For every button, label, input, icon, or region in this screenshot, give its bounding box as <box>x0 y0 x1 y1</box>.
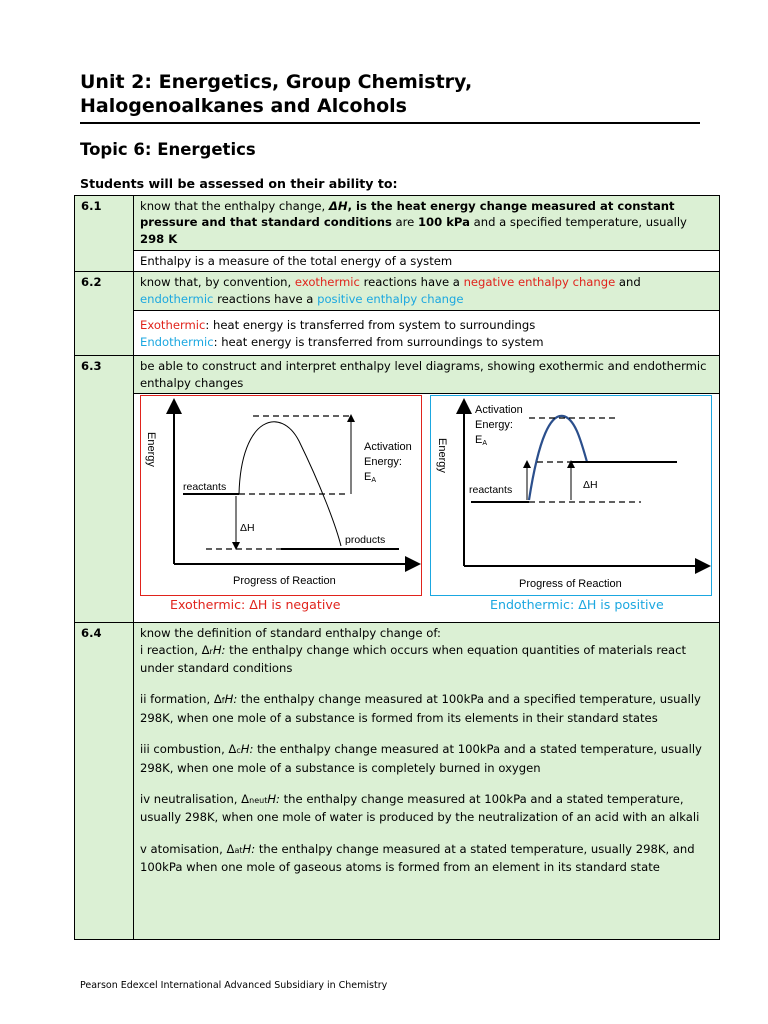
definition-item: ii formation, ΔfH: the enthalpy change measured at 100kPa and a specified temperature, usually 298K, when one mole of a substance is formed from its elements in their standard states <box>140 692 701 725</box>
energy-label: Energy <box>436 438 448 474</box>
spec-number: 6.2 <box>75 272 134 356</box>
table-row <box>75 272 720 311</box>
definition-item: iv neutralisation, ΔneutH: the enthalpy change measured at 100kPa and a stated temperature, usually 298K, when one mole of water is produced by the neutralization of an acid with an alkali <box>140 792 700 825</box>
page-footer: Pearson Edexcel International Advanced Subsidiary in Chemistry <box>80 980 388 991</box>
spec-text: know that the enthalpy change, ΔH, is the heat energy change measured at constant pressure and that standard conditions are 100 kPa and a specified temperature, usually 298 K <box>134 196 720 251</box>
activation-label: Energy: <box>364 456 402 469</box>
activation-label: Activation <box>364 441 412 454</box>
endothermic-diagram <box>430 395 712 596</box>
unit-title <box>80 70 720 118</box>
spec-text: know that, by convention, exothermic reactions have a negative enthalpy change and endothermic reactions have a positive enthalpy change <box>134 272 720 311</box>
topic-title: Topic 6: Energetics <box>80 140 256 159</box>
definition-intro: know the definition of standard enthalpy change of: <box>140 626 441 641</box>
table-row <box>75 394 720 623</box>
energy-label: Energy <box>145 432 157 468</box>
activation-label: Energy: <box>475 419 513 432</box>
x-axis-label: Progress of Reaction <box>519 578 622 591</box>
x-axis-label: Progress of Reaction <box>233 575 336 588</box>
table-row <box>75 196 720 251</box>
reactants-label: reactants <box>469 484 513 497</box>
delta-h-label: ΔH <box>583 479 598 492</box>
title-divider <box>80 122 700 124</box>
ea-label: EA <box>364 471 377 485</box>
diagram-cell <box>134 394 720 623</box>
spec-number: 6.3 <box>75 356 134 623</box>
table-row <box>75 623 720 940</box>
spec-number: 6.1 <box>75 196 134 272</box>
products-label: products <box>345 534 386 547</box>
spec-note: Enthalpy is a measure of the total energy of a system <box>134 251 720 272</box>
specification-table <box>74 195 720 940</box>
table-row <box>75 251 720 272</box>
table-row <box>75 311 720 356</box>
spec-note: Exothermic: heat energy is transferred from system to surroundings Endothermic: heat energy is transferred from surroundings to system <box>134 311 720 356</box>
definition-item: v atomisation, ΔatH: the enthalpy change measured at a stated temperature, usually 298K, and 100kPa when one mole of gaseous atoms is formed from an element in its standard state <box>140 841 695 875</box>
exothermic-diagram <box>140 395 422 596</box>
spec-text: be able to construct and interpret enthalpy level diagrams, showing exothermic and endothermic enthalpy changes <box>134 356 720 394</box>
unit-title-line1: Unit 2: Energetics, Group Chemistry, <box>80 71 473 93</box>
table-row <box>75 356 720 394</box>
spec-text <box>134 623 720 940</box>
reactants-label: reactants <box>183 481 227 494</box>
delta-h-label: ΔH <box>240 522 255 535</box>
ea-label: EA <box>475 434 488 448</box>
reaction-curve <box>529 416 587 500</box>
exothermic-caption: Exothermic: ΔH is negative <box>170 597 341 613</box>
definition-item: i reaction, ΔrH: the enthalpy change which occurs when equation quantities of materials react under standard conditions <box>140 642 686 676</box>
endothermic-caption: Endothermic: ΔH is positive <box>490 597 664 613</box>
assessment-intro: Students will be assessed on their ability to: <box>80 176 398 191</box>
definition-item: iii combustion, ΔcH: the enthalpy change measured at 100kPa and a stated temperature, usually 298K, when one mole of a substance is completely burned in oxygen <box>140 742 702 775</box>
spec-number: 6.4 <box>75 623 134 940</box>
unit-title-line2: Halogenoalkanes and Alcohols <box>80 95 407 117</box>
activation-label: Activation <box>475 404 523 417</box>
